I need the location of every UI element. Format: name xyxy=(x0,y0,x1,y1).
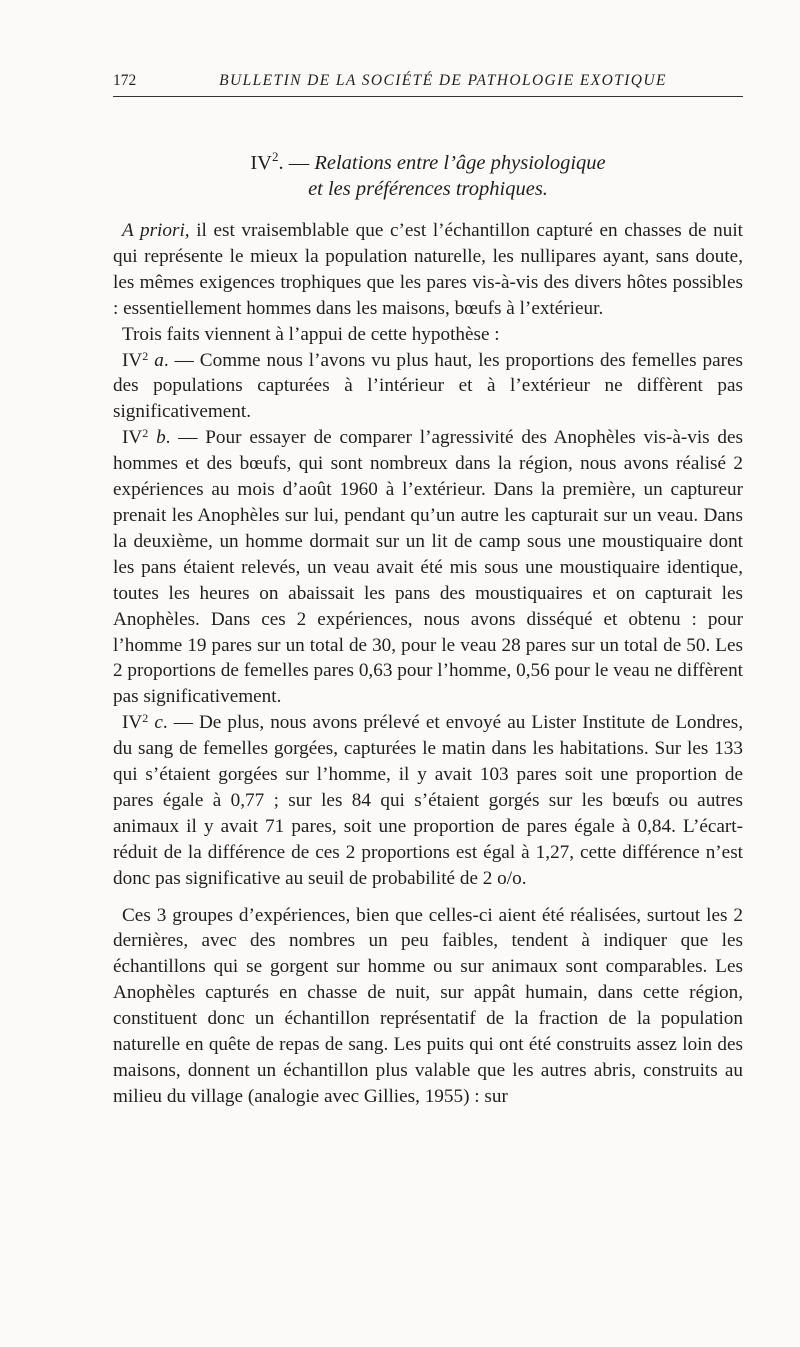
fact-a-number: IV xyxy=(122,349,143,371)
fact-c-label: c xyxy=(154,712,163,734)
paragraph-fact-c: $IV^2$ c. — De plus, nous avons prélevé et envoyé au Lister Institute de Londres, du sang de femelles gorgées, capturées le matin dans les habitations. Sur les 133 qui s’étaient gorgées sur l’homme, il y avait 103 pares soit une proportion de pares égale à 0,77 ; sur les 84 qui s’étaient gorgés sur les bœufs ou autres animaux il y avait 71 pares, soit une proportion de pares égale à 0,84. L’écart-réduit de la différence de ces 2 proportions est égal à 1,27, cette différence n’est donc pas significative au seuil de probabilité de 2 o/o. xyxy=(113,711,743,889)
body-text xyxy=(113,218,743,1110)
section-heading-line-2 xyxy=(113,176,743,202)
fact-b-number: IV xyxy=(122,427,143,449)
section-heading xyxy=(113,144,743,202)
paragraph-intro-lead: A priori, xyxy=(122,220,190,241)
paragraph-intro xyxy=(113,218,743,322)
fact-b-text: — Pour essayer de comparer l’agressivité des Anophèles vis-à-vis des hommes et des bœufs, qui sont nombreux dans la région, nous avons réalisé 2 expériences au mois d’août 1960 à l’extérieur. Dans la première, un captureur prenait les Anophèles sur lui, pendant qu’un autre les capturait sur un veau. Dans la deuxième, un homme dormait sur un lit de camp sous une moustiquaire dont les pans étaient relevés, un veau avait été mis sous une moustiquaire identique, toutes les heures on abaissait les pans des moustiquaires et on capturait les Anophèles. Dans ces 2 expériences, nous avons disséqué et obtenu : pour l’homme 19 pares sur un total de 30, pour le veau 28 pares sur un total de 50. Les 2 proportions de femelles pares 0,63 pour l’homme, 0,56 pour le veau ne diffèrent pas significativement. xyxy=(113,427,743,708)
journal-title: BULLETIN DE LA SOCIÉTÉ DE PATHOLOGIE EXOTIQUE xyxy=(219,72,667,89)
page-number: 172 xyxy=(113,72,137,89)
fact-c-text: — De plus, nous avons prélevé et envoyé au Lister Institute de Londres, du sang de femelles gorgées, capturées le matin dans les habitations. Sur les 133 qui s’étaient gorgées sur l’homme, il y avait 103 pares soit une proportion de pares égale à 0,77 ; sur les 84 qui s’étaient gorgés sur les bœufs ou autres animaux il y avait 71 pares, soit une proportion de pares égale à 0,84. L’écart-réduit de la différence de ces 2 proportions est égal à 1,27, cette différence n’est donc pas significative au seuil de probabilité de 2 o/o. xyxy=(113,712,743,889)
fact-a-text: — Comme nous l’avons vu plus haut, les proportions des femelles pares des populations capturées à l’intérieur et à l’extérieur ne diffèrent pas significativement. xyxy=(113,349,744,423)
fact-a-superscript: 2 xyxy=(142,348,149,363)
section-number-superscript: 2 xyxy=(271,149,279,164)
section-dash: . — xyxy=(278,151,315,174)
fact-c-superscript: 2 xyxy=(142,711,149,726)
fact-b-superscript: 2 xyxy=(142,426,149,441)
running-header xyxy=(113,68,743,97)
fact-a-label: a xyxy=(154,349,164,371)
paragraph-conclusion: Ces 3 groupes d’expériences, bien que celles-ci aient été réalisées, surtout les 2 dernières, avec des nombres un peu faibles, tendent à indiquer que les échantillons qui se gorgent sur homme ou sur animaux sont comparables. Les Anophèles capturés en chasse de nuit, sur appât humain, dans cette région, constituent donc un échantillon représentatif de la fraction de la population naturelle en quête de repas de sang. Les puits qui ont été construits assez loin des maisons, donnent un échantillon plus valable que les autres abris, construits au milieu du village (analogie avec Gillies, 1955) : sur xyxy=(113,904,743,1107)
fact-c-number: IV xyxy=(122,712,143,734)
fact-b-label: b xyxy=(156,427,166,449)
paragraph-fact-a: $IV^2$ a. — Comme nous l’avons vu plus haut, les proportions des femelles pares des populations capturées à l’intérieur et à l’extérieur ne diffèrent pas significativement. xyxy=(113,348,744,423)
paragraph-facts: Trois faits viennent à l’appui de cette hypothèse : xyxy=(122,323,500,345)
paragraph-intro-text: il est vraisemblable que c’est l’échantillon capturé en chasses de nuit qui représente le mieux la population naturelle, les nullipares ayant, sans doute, les mêmes exigences trophiques que les pares vis-à-vis des divers hôtes possibles : essentiellement hommes dans les maisons, bœufs à l’extérieur. xyxy=(113,220,743,319)
section-title-line-2: et les préférences trophiques. xyxy=(308,177,548,200)
paragraph-fact-b: $IV^2$ b. — Pour essayer de comparer l’agressivité des Anophèles vis-à-vis des hommes et des bœufs, qui sont nombreux dans la région, nous avons réalisé 2 expériences au mois d’août 1960 à l’extérieur. Dans la première, un captureur prenait les Anophèles sur lui, pendant qu’un autre les capturait sur un veau. Dans la deuxième, un homme dormait sur un lit de camp sous une moustiquaire dont les pans étaient relevés, un veau avait été mis sous une moustiquaire identique, toutes les heures on abaissait les pans des moustiquaires et on capturait les Anophèles. Dans ces 2 expériences, nous avons disséqué et obtenu : pour l’homme 19 pares sur un total de 30, pour le veau 28 pares sur un total de 50. Les 2 proportions de femelles pares 0,63 pour l’homme, 0,56 pour le veau ne diffèrent pas significativement. xyxy=(113,426,743,708)
section-title-line-1: Relations entre l’âge physiologique xyxy=(314,151,606,174)
section-number: IV xyxy=(250,151,272,174)
section-heading-line-1 xyxy=(113,144,743,176)
